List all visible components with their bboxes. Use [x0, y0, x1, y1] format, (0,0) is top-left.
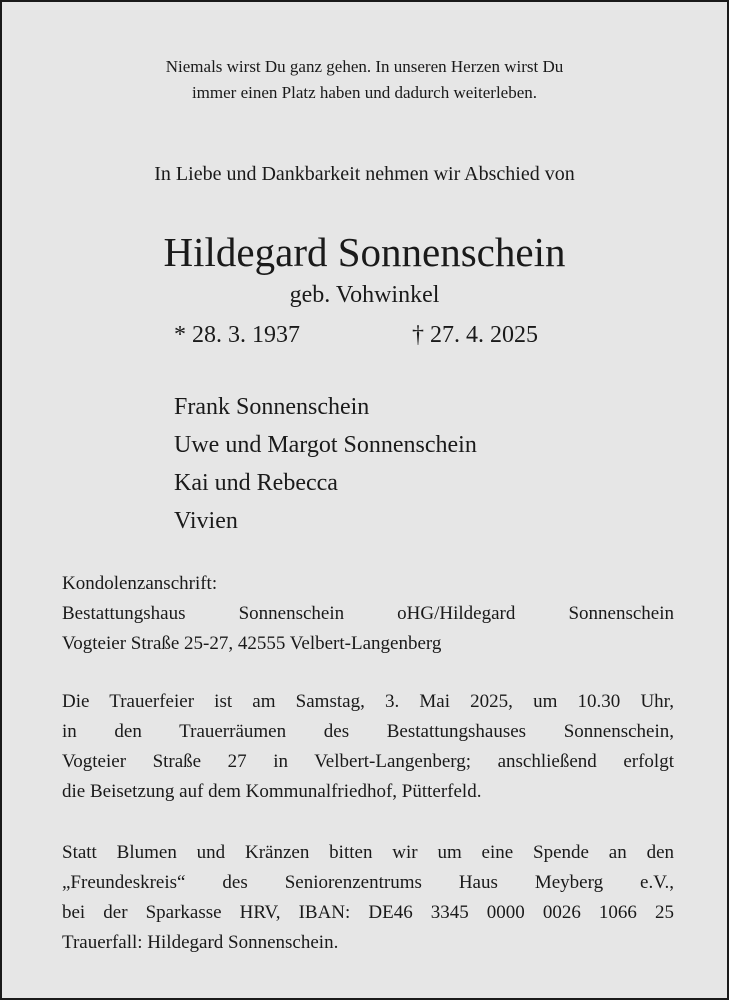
farewell-intro: In Liebe und Dankbarkeit nehmen wir Abschied von — [154, 163, 575, 185]
service-line-4: die Beisetzung auf dem Kommunalfriedhof, Pütterfeld. — [62, 781, 482, 802]
quote-line-1: Niemals wirst Du ganz gehen. In unseren Herzen wirst Du — [165, 57, 564, 76]
donation-line-1: Statt Blumen und Kränzen bitten wir um eine Spende an den — [62, 842, 674, 863]
deceased-name: Hildegard Sonnenschein — [163, 229, 566, 275]
service-line-1: Die Trauerfeier ist am Samstag, 3. Mai 2025, um 10.30 Uhr, — [62, 691, 674, 712]
funeral-service-info — [62, 687, 674, 807]
condolence-line-2: Vogteier Straße 25-27, 42555 Velbert-Langenberg — [62, 633, 442, 654]
mourner-name: Vivien — [174, 508, 238, 534]
donation-line-2: „Freundeskreis“ des Seniorenzentrums Haus Meyberg e.V., — [62, 872, 674, 893]
mourner-name: Uwe und Margot Sonnenschein — [174, 432, 477, 458]
birth-name: geb. Vohwinkel — [289, 282, 440, 308]
birth-date: * 28. 3. 1937 — [174, 322, 300, 348]
mourners-list — [174, 388, 477, 540]
service-line-3: Vogteier Straße 27 in Velbert-Langenberg; anschließend erfolgt — [62, 751, 674, 772]
donation-line-3: bei der Sparkasse HRV, IBAN: DE46 3345 0000 0026 1066 25 — [62, 902, 674, 923]
condolence-label: Kondolenzanschrift: — [62, 573, 218, 594]
condolence-address — [62, 569, 674, 659]
condolence-line-1: Bestattungshaus Sonnenschein oHG/Hildegard Sonnenschein — [62, 603, 674, 624]
donation-request — [62, 838, 674, 958]
service-line-2: in den Trauerräumen des Bestattungshauses Sonnenschein, — [62, 721, 674, 742]
death-date: † 27. 4. 2025 — [412, 322, 538, 348]
memorial-quote — [2, 54, 727, 106]
mourner-name: Kai und Rebecca — [174, 470, 338, 496]
mourner-name: Frank Sonnenschein — [174, 394, 370, 420]
donation-line-4: Trauerfall: Hildegard Sonnenschein. — [62, 932, 339, 953]
quote-line-2: immer einen Platz haben und dadurch weiterleben. — [191, 83, 538, 102]
